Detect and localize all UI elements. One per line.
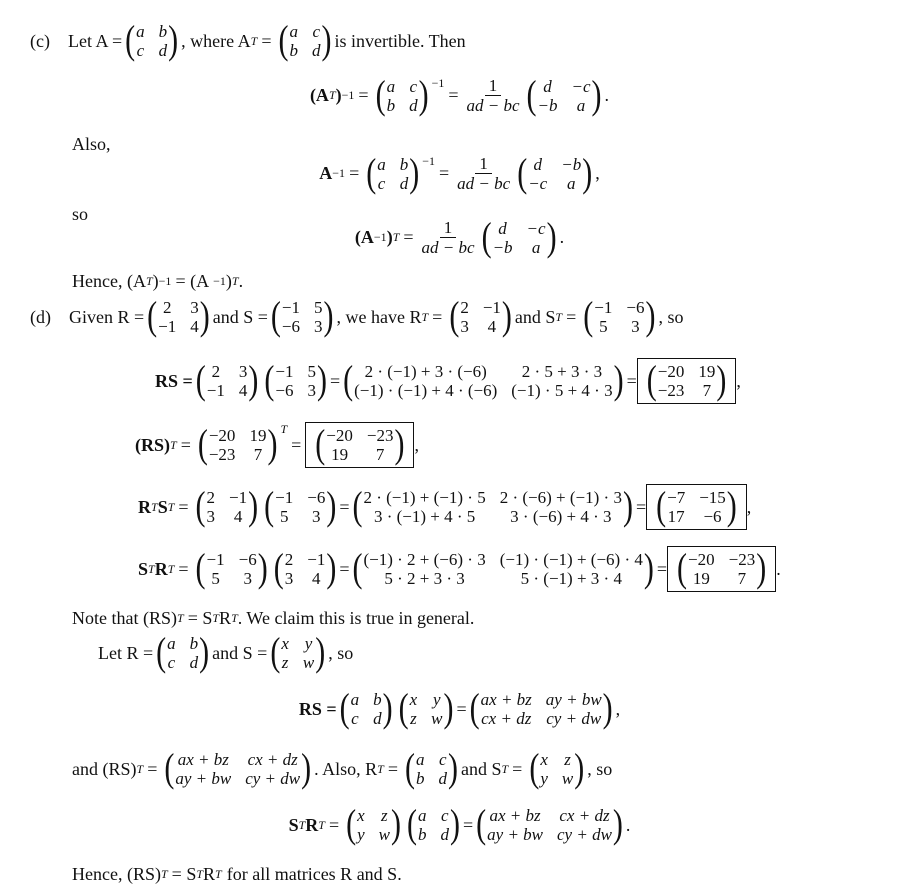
rst-result-box: ( −20 −23 19 7 ) bbox=[305, 422, 414, 468]
eq-RS-transpose: (RS) T = ( −20 19 −23 7 ) $^T$ = ( −20 −23 19 7 ) , bbox=[135, 422, 419, 467]
eq-Ainv-transpose: (A −1 ) T = $\frac{1}{ad - bc}$ ( d −c −b a ) . bbox=[354, 214, 565, 260]
eq-RS: RS = ( 2 3 −1 4 ) ( −1 5 −6 3 ) = ( 2 · (−1) + 3 · (−6) 2 · 5 + 3 · 3 (−1) · (−1) + 4 · (−6) (−1) · 5 + 4 · 3 ) = ( −20 19 −23 7 ) , bbox=[155, 358, 741, 403]
fraction: $\frac{1}{ad - bc}$ bbox=[466, 76, 520, 115]
general-let: Let R = ( a b c d ) and S = ( x y z w ) , so bbox=[98, 630, 354, 675]
eq-RS-general: RS = ( a b c d ) ( x y z w ) = ( ax + bz ay + bw cx + dz cy + dw ) , bbox=[298, 686, 621, 731]
rtst-result-box: ( −7 −15 17 −6 ) bbox=[646, 484, 747, 530]
general-rst: and (RS) T = ( ax + bz cx + dz ay + bw cy + dw ) . Also, R T = ( a c b d ) and S T = ( x z y w ) , so bbox=[72, 746, 613, 791]
part-d-label: (d) bbox=[30, 306, 51, 327]
part-c-label: (c) bbox=[30, 30, 50, 51]
matrix-A: ( a b c d ) bbox=[125, 18, 179, 63]
eq-ST-RT: S T R T = ( −1 −6 5 3 ) ( 2 −1 3 4 ) = ( (−1) · 2 + (−6) · 3 (−1) · (−1) + (−6) · 4 5 · 2 + 3 · 3 5 · (−1) + 3 · 4 ) = ( −20 −23 19 7 ) . bbox=[138, 546, 781, 591]
eq-STRT-general: S T R T = ( x z y w ) ( a c b d ) = ( ax + bz cx + dz ay + bw cy + dw ) . bbox=[288, 802, 631, 847]
part-c-conclusion: Hence, (A T ) −1 = (A −1 ) T . bbox=[72, 271, 244, 291]
part-d-given: (d) Given R = ( 2 3 −1 4 ) and S = ( −1 5 −6 3 ) , we have R T = ( 2 −1 3 4 ) and S T = ( −1 −6 5 3 ) , so bbox=[30, 294, 684, 339]
note-text: Note that (RS) T = S T R T . We claim this is true in general. bbox=[72, 608, 475, 628]
also-text: Also, bbox=[72, 134, 111, 154]
final-conclusion: Hence, (RS) T = S T R T for all matrices R and S. bbox=[72, 864, 402, 884]
eq-A-inverse: A −1 = ( a b c d ) $^{-1}$ = $\frac{1}{ad - bc}$ ( d −b −c a ) , bbox=[319, 150, 600, 196]
strt-result-box: ( −20 −23 19 7 ) bbox=[667, 546, 776, 592]
eq-RT-ST: R T S T = ( 2 −1 3 4 ) ( −1 −6 5 3 ) = ( 2 · (−1) + (−1) · 5 2 · (−6) + (−1) · 3 3 · (−1) + 4 · 5 3 · (−6) + 4 · 3 ) = ( −7 −15 17 −6 ) , bbox=[138, 484, 752, 529]
so-text: so bbox=[72, 204, 89, 224]
matrix-A-transpose: ( a c b d ) bbox=[278, 18, 332, 63]
eq-AT-inverse: (A T ) −1 = ( a c b d ) $^{-1}$ = $\frac{1}{ad - bc}$ ( d −c −b a ) . bbox=[309, 72, 610, 118]
rs-result-box: ( −20 19 −23 7 ) bbox=[637, 358, 737, 404]
part-c-intro: (c) Let A = ( a b c d ) , where A T = ( a c b d ) is invertible. Then bbox=[30, 18, 466, 63]
